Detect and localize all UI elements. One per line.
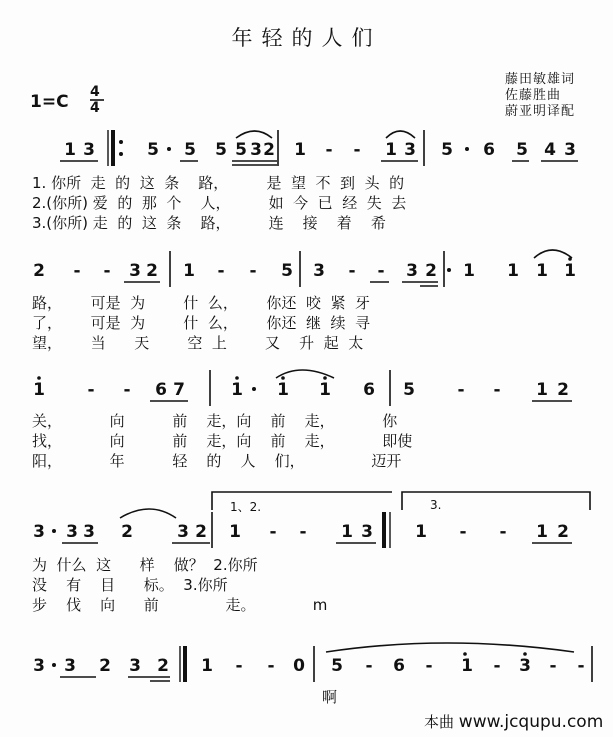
- octave-dot: [281, 376, 285, 380]
- note: 4: [544, 140, 556, 160]
- volta-1-bracket: [212, 492, 392, 510]
- note: 2: [195, 522, 207, 542]
- time-signature-top: 4: [90, 84, 100, 100]
- note: 2: [99, 656, 111, 676]
- note: 1: [536, 522, 548, 542]
- note: 5: [403, 380, 415, 400]
- note: 1: [341, 522, 353, 542]
- row-5-barlines: [180, 646, 592, 682]
- note: 2: [557, 522, 569, 542]
- note: 1: [536, 261, 548, 281]
- lyricist-credit: 藤田敏雄词: [505, 72, 576, 87]
- note: 3: [66, 522, 78, 542]
- row-1-tie-1: [236, 131, 272, 138]
- volta-2-bracket: [402, 492, 590, 510]
- note: -: [425, 656, 433, 676]
- note: -: [267, 656, 275, 676]
- octave-dot: [523, 652, 527, 656]
- time-signature-bottom: 4: [90, 100, 100, 116]
- lyric-line: 3.(你所) 走 的 这 条 路， 连 接 着 希: [32, 214, 386, 232]
- lyric-line: 2.(你所) 爱 的 那 个 人， 如 今 已 经 失 去: [32, 194, 407, 212]
- note: 2: [121, 522, 133, 542]
- note: 1: [385, 140, 397, 160]
- note: 1: [64, 140, 76, 160]
- note: 1: [294, 140, 306, 160]
- note: 3: [250, 140, 262, 160]
- octave-dot: [37, 376, 41, 380]
- row-5-underlines: [60, 677, 170, 681]
- note: 2: [157, 656, 169, 676]
- note: 3: [33, 522, 45, 542]
- rhythm-dot: [52, 663, 56, 667]
- note: -: [348, 261, 356, 281]
- lyric-line: 阳， 年 轻 的 人 们， 迈开: [32, 452, 402, 470]
- lyric-line: 没 有 目 标。 3.你所: [32, 576, 228, 594]
- note: 1: [536, 380, 548, 400]
- note: 3: [83, 522, 95, 542]
- row-4-tie: [120, 509, 176, 518]
- key-signature: 1=C: [30, 92, 69, 112]
- note: 3: [519, 656, 531, 676]
- note: -: [269, 522, 277, 542]
- note: 0: [293, 656, 305, 676]
- lyric-line: 步 伐 向 前 走。 m: [32, 596, 328, 614]
- lyric-line: 找， 向 前 走，向 前 走， 即使: [32, 432, 413, 450]
- repeat-dot: [119, 152, 123, 156]
- note: 2: [263, 140, 275, 160]
- note: -: [87, 380, 95, 400]
- note: -: [103, 261, 111, 281]
- lyric-line: 关， 向 前 走，向 前 走， 你: [32, 412, 398, 430]
- note: 3: [177, 522, 189, 542]
- octave-dot: [568, 257, 572, 261]
- note: 5: [235, 140, 247, 160]
- row-2-tie: [534, 250, 572, 258]
- row-1-tie-2: [386, 131, 415, 138]
- note: 1: [183, 261, 195, 281]
- rhythm-dot: [252, 387, 256, 391]
- lyric-line: 路， 可是 为 什 么， 你还 咬 紧 牙: [32, 294, 371, 312]
- note: 1: [461, 656, 473, 676]
- note: 5: [215, 140, 227, 160]
- note: 6: [155, 380, 167, 400]
- note: 6: [363, 380, 375, 400]
- watermark-site: www.jcqupu.com: [458, 712, 604, 732]
- note: 1: [507, 261, 519, 281]
- note: 5: [516, 140, 528, 160]
- note: -: [493, 656, 501, 676]
- repeat-dot: [119, 140, 123, 144]
- octave-dot: [235, 376, 239, 380]
- note: -: [123, 380, 131, 400]
- note: 2: [425, 261, 437, 281]
- composer-credit: 佐藤胜曲: [505, 88, 562, 103]
- note: 6: [483, 140, 495, 160]
- note: -: [325, 140, 333, 160]
- note: -: [365, 656, 373, 676]
- translator-credit: 蔚亚明译配: [505, 104, 576, 119]
- rhythm-dot: [447, 268, 451, 272]
- note: -: [249, 261, 257, 281]
- note: 3: [64, 656, 76, 676]
- row-3-barlines: [210, 370, 390, 406]
- volta-1-label: 1、2.: [230, 500, 262, 514]
- note: 6: [393, 656, 405, 676]
- note: -: [235, 656, 243, 676]
- note: 1: [463, 261, 475, 281]
- note: 5: [281, 261, 293, 281]
- row-1-underlines: [60, 161, 578, 165]
- note: 2: [33, 261, 45, 281]
- note: 3: [33, 656, 45, 676]
- note: 5: [331, 656, 343, 676]
- note: -: [493, 380, 501, 400]
- note: 5: [184, 140, 196, 160]
- row-2-underlines: [124, 282, 438, 286]
- note: -: [299, 522, 307, 542]
- note: -: [549, 656, 557, 676]
- note: 1: [319, 380, 331, 400]
- watermark-prefix: 本曲: [424, 713, 455, 731]
- note: 3: [129, 261, 141, 281]
- note: 2: [146, 261, 158, 281]
- octave-dot: [463, 652, 467, 656]
- lyric-line: 1. 你所 走 的 这 条 路， 是 望 不 到 头 的: [32, 174, 405, 192]
- note: 1: [229, 522, 241, 542]
- note: 1: [201, 656, 213, 676]
- note: 7: [173, 380, 185, 400]
- note: -: [353, 140, 361, 160]
- note: 1: [277, 380, 289, 400]
- lyric-line: 啊: [322, 688, 338, 706]
- note: -: [377, 261, 385, 281]
- row-5-tie: [326, 643, 574, 652]
- note: -: [499, 522, 507, 542]
- note: -: [457, 380, 465, 400]
- note: -: [459, 522, 467, 542]
- rhythm-dot: [52, 529, 56, 533]
- note: 3: [404, 140, 416, 160]
- note: 5: [441, 140, 453, 160]
- lyric-line: 为 什么 这 样 做？ 2.你所: [32, 556, 258, 574]
- note: 3: [83, 140, 95, 160]
- note: 1: [33, 380, 45, 400]
- lyric-line: 了， 可是 为 什 么， 你还 继 续 寻: [32, 314, 371, 332]
- lyric-line: 望， 当 天 空 上 又 升 起 太: [32, 334, 364, 352]
- note: 3: [129, 656, 141, 676]
- volta-2-label: 3.: [430, 498, 442, 512]
- note: -: [73, 261, 81, 281]
- note: 1: [231, 380, 243, 400]
- note: 3: [564, 140, 576, 160]
- song-title: 年轻的人们: [231, 26, 382, 50]
- note: -: [577, 656, 585, 676]
- octave-dot: [323, 376, 327, 380]
- note: -: [217, 261, 225, 281]
- note: 1: [415, 522, 427, 542]
- note: 2: [557, 380, 569, 400]
- note: 3: [361, 522, 373, 542]
- note: 3: [313, 261, 325, 281]
- note: 1: [564, 261, 576, 281]
- note: 3: [406, 261, 418, 281]
- rhythm-dot: [167, 147, 171, 151]
- rhythm-dot: [465, 147, 469, 151]
- note: 5: [147, 140, 159, 160]
